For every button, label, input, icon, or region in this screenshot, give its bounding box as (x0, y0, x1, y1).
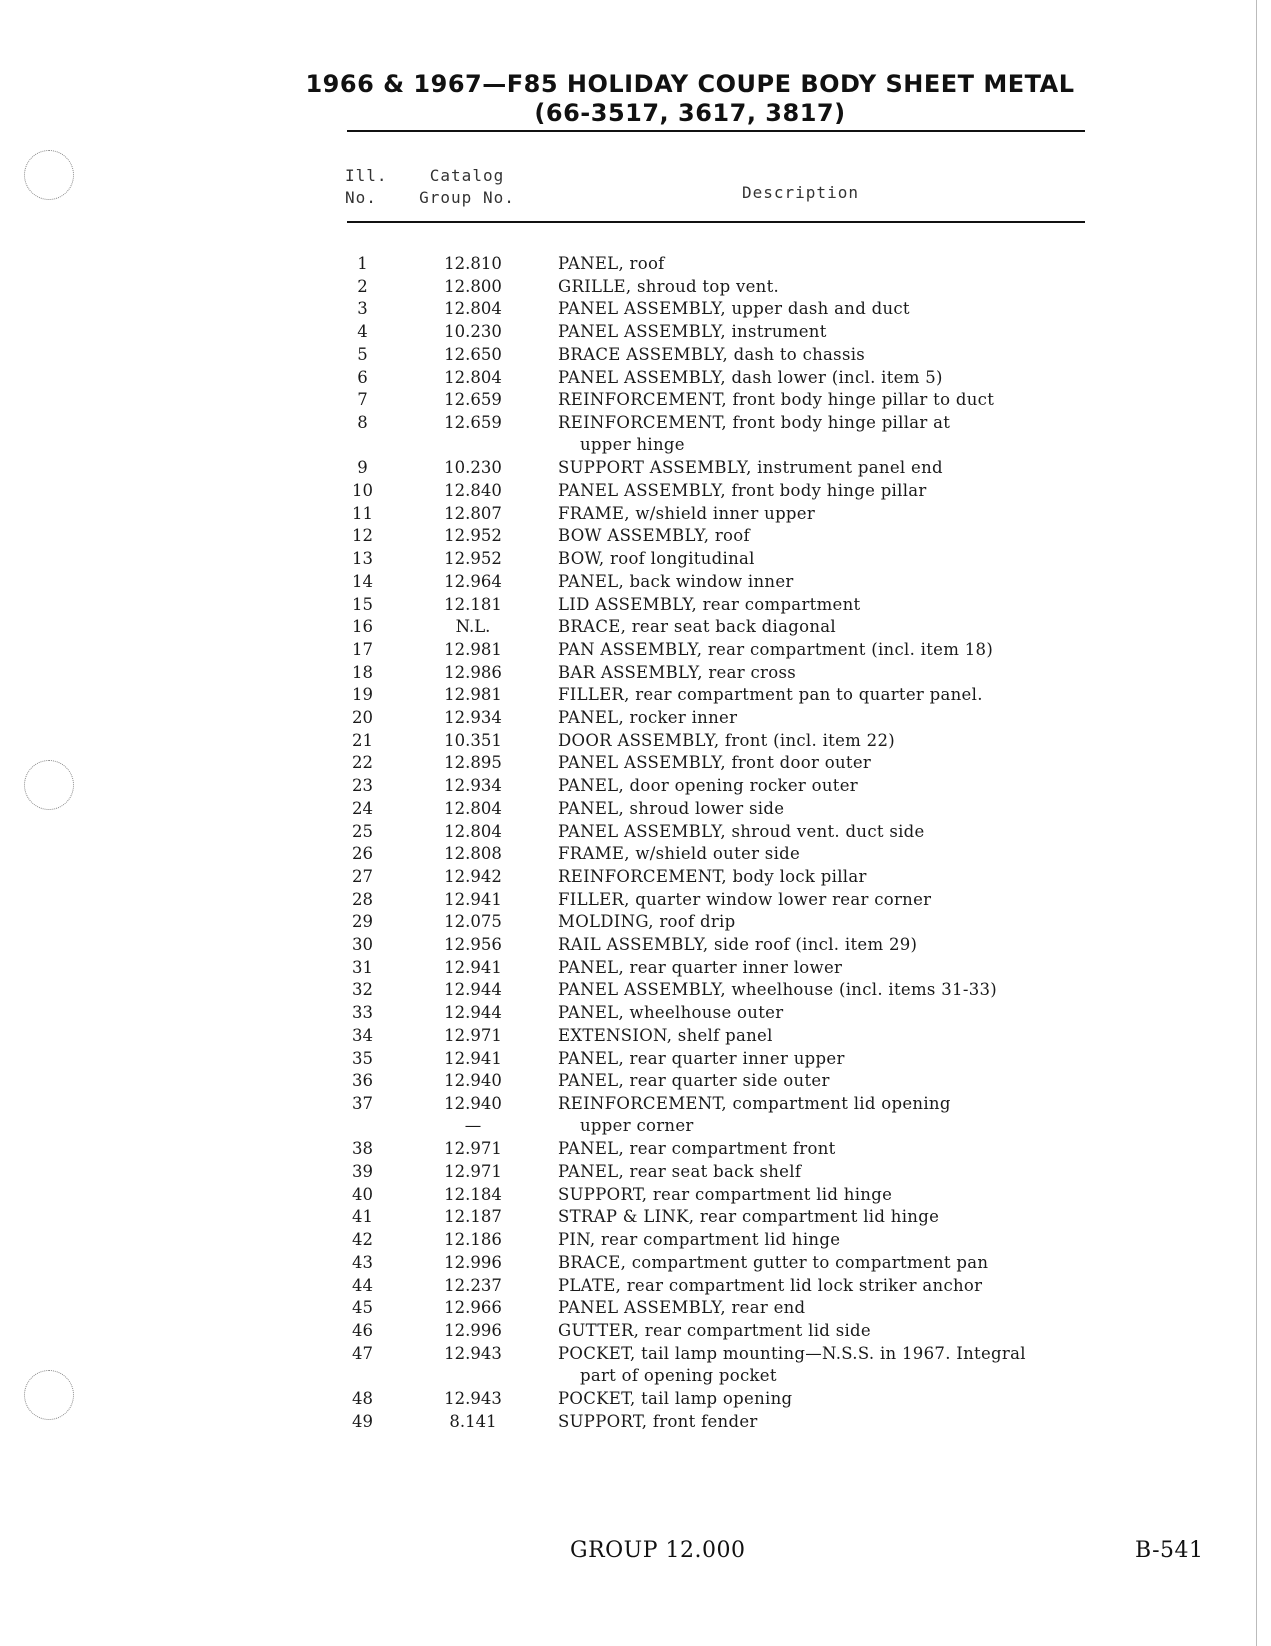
description: BRACE ASSEMBLY, dash to chassis (558, 344, 866, 364)
ill-no: 36 (352, 1071, 373, 1091)
catalog-group-no: 12.934 (444, 708, 502, 727)
description: PANEL, rear quarter inner upper (558, 1048, 845, 1068)
ill-no: 1 (357, 254, 368, 273)
column-header-ill-no (345, 165, 388, 209)
description: BOW ASSEMBLY, roof (558, 526, 750, 546)
catalog-group-no: N.L. (455, 617, 491, 637)
description: FILLER, quarter window lower rear corner (558, 889, 932, 909)
catalog-group-no: 12.996 (444, 1320, 502, 1340)
ill-no: 14 (352, 571, 373, 591)
binder-hole-middle (24, 760, 74, 810)
description: GRILLE, shroud top vent. (558, 276, 780, 296)
ill-no: 3 (357, 299, 368, 319)
catalog-group-no: 12.895 (444, 753, 502, 773)
catalog-group-no: 12.804 (444, 299, 502, 319)
catalog-group-no: 12.808 (444, 844, 502, 864)
description: PANEL ASSEMBLY, rear end (558, 1298, 806, 1318)
description: FRAME, w/shield inner upper (558, 503, 816, 523)
description: PANEL, shroud lower side (558, 798, 785, 818)
ill-no: 49 (352, 1411, 373, 1431)
description: PANEL, back window inner (558, 571, 794, 591)
description: PANEL, rear quarter inner lower (558, 957, 843, 977)
description: REINFORCEMENT, compartment lid opening (558, 1093, 951, 1113)
description: LID ASSEMBLY, rear compartment (558, 594, 861, 614)
description: BOW, roof longitudinal (558, 549, 755, 569)
catalog-group-no: 12.804 (444, 821, 502, 841)
description: REINFORCEMENT, body lock pillar (558, 866, 867, 886)
catalog-group-no: 12.942 (444, 866, 502, 886)
description-continued: upper corner (580, 1115, 694, 1135)
ill-no: 35 (352, 1048, 373, 1068)
catalog-group-no: 12.659 (444, 412, 502, 432)
page-edge (1256, 0, 1257, 1646)
ill-no: 24 (352, 798, 373, 818)
catalog-group-no: 12.944 (444, 1003, 502, 1023)
catalog-group-no: 12.650 (444, 344, 502, 364)
catalog-group-no: 12.971 (444, 1162, 502, 1181)
catalog-group-no: 12.934 (444, 776, 502, 796)
ill-no: 38 (352, 1139, 373, 1159)
ill-no: 29 (352, 912, 373, 932)
ill-no: 44 (352, 1275, 373, 1295)
catalog-group-no: 12.800 (444, 276, 502, 296)
header-catalog-line2: Group No. (419, 188, 515, 207)
ill-no: 33 (352, 1003, 373, 1023)
ill-no: 45 (352, 1298, 373, 1318)
catalog-group-no: 12.971 (444, 1025, 502, 1045)
description: GUTTER, rear compartment lid side (558, 1320, 871, 1340)
catalog-group-no: 12.943 (444, 1389, 502, 1408)
ill-no: 23 (352, 776, 373, 796)
ill-no: 7 (357, 390, 368, 410)
ill-no: 9 (357, 458, 368, 478)
ill-no: 34 (352, 1025, 373, 1045)
footer-group: GROUP 12.000 (570, 1538, 746, 1563)
description: REINFORCEMENT, front body hinge pillar to duct (558, 390, 995, 410)
description: PANEL ASSEMBLY, upper dash and duct (558, 299, 910, 319)
description: PANEL ASSEMBLY, wheelhouse (incl. items 31-33) (558, 980, 998, 1000)
ill-no: 39 (352, 1162, 373, 1181)
description: PIN, rear compartment lid hinge (558, 1230, 841, 1250)
description: POCKET, tail lamp opening (558, 1389, 793, 1408)
ill-no: 28 (352, 889, 373, 909)
ill-no: 4 (357, 322, 368, 342)
binder-hole-bottom (24, 1370, 74, 1420)
header-ill-line2: No. (345, 188, 377, 207)
catalog-group-no: 12.807 (444, 503, 502, 523)
description: PANEL ASSEMBLY, shroud vent. duct side (558, 821, 925, 841)
page-number: B-541 (1135, 1538, 1204, 1563)
catalog-group-no: 12.941 (444, 1048, 502, 1068)
page-title: 1966 & 1967—F85 HOLIDAY COUPE BODY SHEET METAL (305, 70, 1075, 98)
description-continued: upper hinge (580, 434, 685, 454)
description: STRAP & LINK, rear compartment lid hinge (558, 1207, 940, 1227)
ill-no: 42 (352, 1230, 373, 1250)
description: PANEL ASSEMBLY, dash lower (incl. item 5) (558, 367, 943, 387)
description: PANEL, rocker inner (558, 708, 738, 727)
ill-no: 6 (357, 367, 368, 387)
description: REINFORCEMENT, front body hinge pillar at (558, 412, 951, 432)
description: BRACE, compartment gutter to compartment pan (558, 1252, 989, 1272)
ill-no: 19 (352, 685, 373, 705)
catalog-group-no: 12.966 (444, 1298, 502, 1318)
description: RAIL ASSEMBLY, side roof (incl. item 29) (558, 935, 918, 954)
description: BRACE, rear seat back diagonal (558, 617, 836, 637)
description: FILLER, rear compartment pan to quarter panel. (558, 685, 983, 705)
column-header-description: Description (742, 183, 859, 202)
description: PANEL, wheelhouse outer (558, 1003, 784, 1023)
description: BAR ASSEMBLY, rear cross (558, 662, 796, 682)
ill-no: 27 (352, 866, 373, 886)
catalog-group-no: 12.659 (444, 390, 502, 410)
catalog-group-no: 12.986 (444, 662, 502, 682)
description: EXTENSION, shelf panel (558, 1025, 773, 1045)
ill-no: 12 (352, 526, 373, 546)
ill-no: 8 (357, 412, 368, 432)
ill-no: 25 (352, 821, 373, 841)
catalog-group-no: 12.956 (444, 935, 502, 954)
catalog-group-no: 12.810 (444, 254, 502, 273)
description: PANEL ASSEMBLY, instrument (558, 322, 827, 342)
description-continued: part of opening pocket (580, 1365, 777, 1385)
ill-no: 40 (352, 1184, 373, 1204)
ill-no: 15 (352, 594, 373, 614)
catalog-group-no: 12.075 (444, 912, 502, 932)
binder-hole-top (24, 150, 74, 200)
header-catalog-line1: Catalog (429, 166, 505, 185)
ill-no: 10 (352, 481, 373, 500)
catalog-group-no: 8.141 (449, 1411, 497, 1431)
ill-no: 32 (352, 980, 373, 1000)
ill-no: 13 (352, 549, 373, 569)
catalog-group-no-continued: — (464, 1115, 482, 1135)
ill-no: 37 (352, 1093, 373, 1113)
title-rule (347, 130, 1085, 132)
catalog-group-no: 10.351 (444, 730, 502, 750)
description: PANEL, roof (558, 254, 665, 273)
ill-no: 20 (352, 708, 373, 727)
catalog-group-no: 12.184 (444, 1184, 502, 1204)
catalog-group-no: 12.940 (444, 1071, 502, 1091)
header-ill-line1: Ill. (345, 166, 388, 185)
catalog-group-no: 12.941 (444, 889, 502, 909)
catalog-group-no: 12.996 (444, 1252, 502, 1272)
catalog-group-no: 12.237 (444, 1275, 502, 1295)
ill-no: 18 (352, 662, 373, 682)
ill-no: 41 (352, 1207, 373, 1227)
ill-no: 16 (352, 617, 373, 637)
catalog-group-no: 12.964 (444, 571, 502, 591)
catalog-group-no: 12.971 (444, 1139, 502, 1159)
ill-no: 22 (352, 753, 373, 773)
catalog-group-no: 12.981 (444, 685, 502, 705)
ill-no: 31 (352, 957, 373, 977)
description: SUPPORT, rear compartment lid hinge (558, 1184, 893, 1204)
ill-no: 11 (352, 503, 373, 523)
catalog-group-no: 12.187 (444, 1207, 502, 1227)
ill-no: 2 (357, 276, 368, 296)
catalog-group-no: 12.944 (444, 980, 502, 1000)
description: PLATE, rear compartment lid lock striker anchor (558, 1275, 983, 1295)
ill-no: 5 (357, 344, 368, 364)
description: DOOR ASSEMBLY, front (incl. item 22) (558, 730, 895, 750)
ill-no: 47 (352, 1343, 373, 1363)
catalog-group-no: 12.952 (444, 549, 502, 569)
description: PAN ASSEMBLY, rear compartment (incl. item 18) (558, 639, 994, 659)
page-subtitle: (66-3517, 3617, 3817) (534, 99, 846, 127)
description: PANEL, rear seat back shelf (558, 1162, 802, 1181)
ill-no: 46 (352, 1320, 373, 1340)
header-rule (347, 221, 1085, 223)
catalog-group-no: 12.941 (444, 957, 502, 977)
ill-no: 48 (352, 1389, 373, 1408)
description: FRAME, w/shield outer side (558, 844, 801, 864)
description: PANEL ASSEMBLY, front body hinge pillar (558, 481, 927, 500)
description: POCKET, tail lamp mounting—N.S.S. in 1967. Integral (558, 1343, 1026, 1363)
ill-no: 21 (352, 730, 373, 750)
column-header-catalog-group (407, 165, 527, 209)
ill-no: 43 (352, 1252, 373, 1272)
ill-no: 17 (352, 639, 373, 659)
ill-no: 26 (352, 844, 373, 864)
description: PANEL, rear compartment front (558, 1139, 836, 1159)
catalog-group-no: 10.230 (444, 322, 502, 342)
catalog-group-no: 12.840 (444, 481, 502, 500)
description: PANEL ASSEMBLY, front door outer (558, 753, 872, 773)
catalog-group-no: 12.940 (444, 1093, 502, 1113)
description: PANEL, rear quarter side outer (558, 1071, 830, 1091)
description: PANEL, door opening rocker outer (558, 776, 858, 796)
catalog-group-no: 12.181 (444, 594, 502, 614)
catalog-group-no: 12.943 (444, 1343, 502, 1363)
catalog-group-no: 12.186 (444, 1230, 502, 1250)
catalog-group-no: 10.230 (444, 458, 502, 478)
catalog-group-no: 12.952 (444, 526, 502, 546)
description: SUPPORT, front fender (558, 1411, 758, 1431)
catalog-group-no: 12.804 (444, 367, 502, 387)
description: MOLDING, roof drip (558, 912, 736, 932)
description: SUPPORT ASSEMBLY, instrument panel end (558, 458, 943, 478)
catalog-group-no: 12.804 (444, 798, 502, 818)
ill-no: 30 (352, 935, 373, 954)
catalog-group-no: 12.981 (444, 639, 502, 659)
